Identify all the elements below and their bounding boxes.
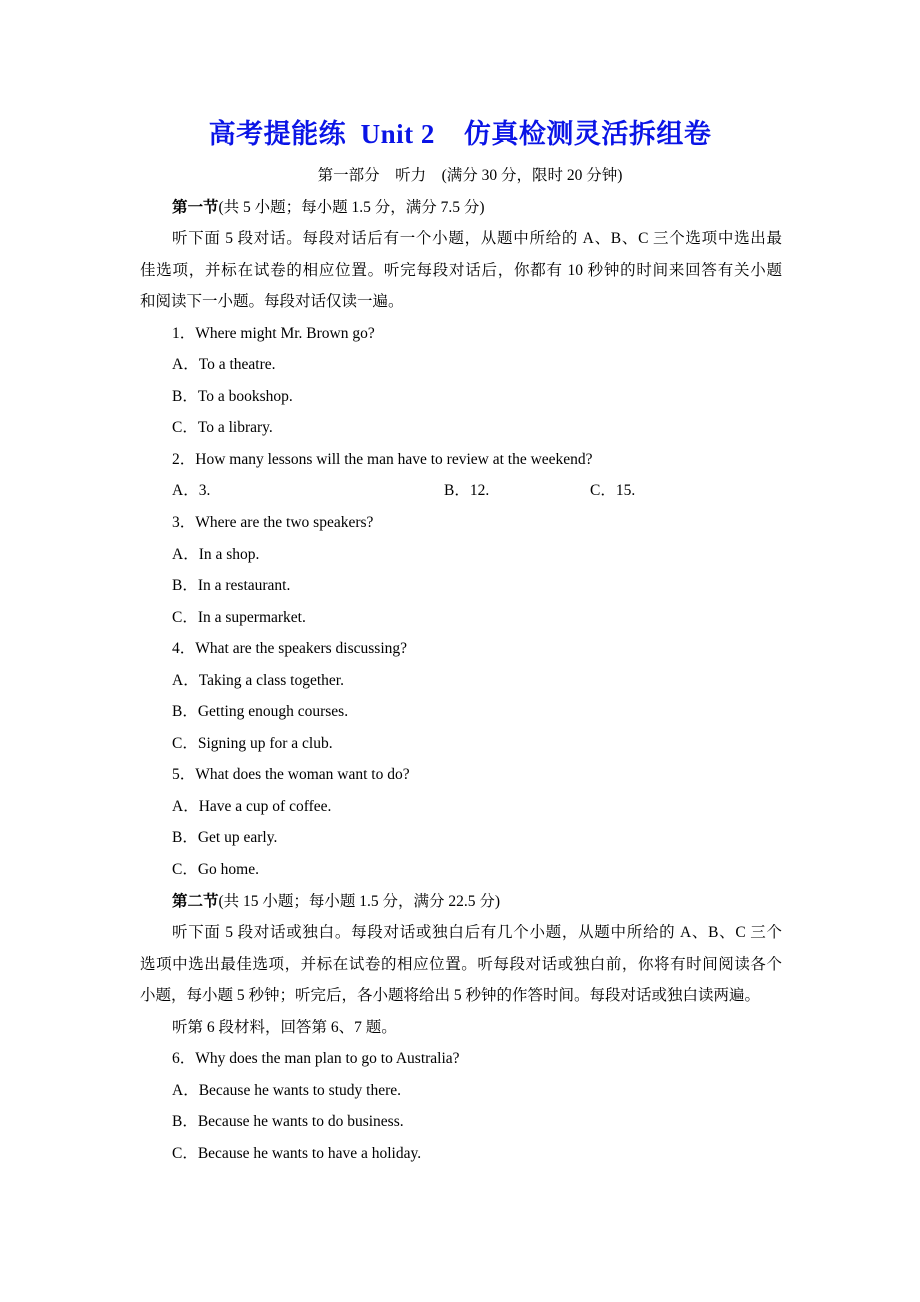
- document-title: 高考提能练 Unit 2 仿真检测灵活拆组卷: [208, 119, 712, 149]
- section1-instructions-line: 佳选项，并标在试卷的相应位置。听完每段对话后，你都有 10 秒钟的时间来回答有关小题: [140, 261, 782, 279]
- option-2b: B．12.: [444, 482, 490, 500]
- option-1a: A．To a theatre.: [172, 356, 276, 374]
- part-header: 第一部分 听力 (满分 30 分，限时 20 分钟): [317, 167, 623, 184]
- option-4a: A．Taking a class together.: [172, 671, 344, 689]
- option-6c: C．Because he wants to have a holiday.: [172, 1144, 422, 1162]
- option-5a: A．Have a cup of coffee.: [172, 797, 332, 815]
- question-6: 6．Why does the man plan to go to Australia?: [172, 1050, 460, 1068]
- option-2c: C．15.: [590, 482, 636, 500]
- material-6-label: 听第 6 段材料，回答第 6、7 题。: [172, 1018, 397, 1036]
- option-5b: B．Get up early.: [172, 829, 278, 847]
- question-4: 4．What are the speakers discussing?: [172, 640, 408, 658]
- question-2: 2．How many lessons will the man have to review at the weekend?: [172, 450, 593, 468]
- section1-heading: [140, 192, 782, 224]
- option-5c: C．Go home.: [172, 861, 259, 879]
- option-3b: B．In a restaurant.: [172, 577, 291, 595]
- question-5: 5．What does the woman want to do?: [172, 766, 410, 784]
- section1-instructions-line: 和阅读下一小题。每段对话仅读一遍。: [140, 293, 404, 311]
- option-4c: C．Signing up for a club.: [172, 734, 333, 752]
- section2-heading-rest: (共 15 小题；每小题 1.5 分，满分 22.5 分): [218, 892, 501, 910]
- section2-heading: [140, 886, 782, 918]
- option-1c: C．To a library.: [172, 419, 273, 437]
- option-4b: B．Getting enough courses.: [172, 703, 349, 721]
- question-2-options: [140, 475, 782, 507]
- question-1: 1．Where might Mr. Brown go?: [172, 324, 375, 342]
- section2-instructions-line: 小题，每小题 5 秒钟；听完后，各小题将给出 5 秒钟的作答时间。每段对话或独白读两遍。: [140, 987, 761, 1005]
- option-2a: A．3.: [172, 482, 211, 500]
- option-6a: A．Because he wants to study there.: [172, 1081, 401, 1099]
- document-body: [140, 160, 782, 1170]
- option-3a: A．In a shop.: [172, 545, 260, 563]
- option-1b: B．To a bookshop.: [172, 387, 293, 405]
- question-3: 3．Where are the two speakers?: [172, 514, 374, 532]
- section2-instructions-line: 选项中选出最佳选项，并标在试卷的相应位置。听每段对话或独白前，你将有时间阅读各个: [140, 955, 782, 973]
- section1-heading-bold: 第一节: [172, 198, 219, 216]
- section2-instructions-line: 听下面 5 段对话或独白。每段对话或独白后有几个小题，从题中所给的 A、B、C 三个: [172, 924, 782, 942]
- section1-instructions-line: 听下面 5 段对话。每段对话后有一个小题，从题中所给的 A、B、C 三个选项中选出最: [172, 230, 782, 248]
- section1-heading-rest: (共 5 小题；每小题 1.5 分，满分 7.5 分): [218, 198, 485, 216]
- option-3c: C．In a supermarket.: [172, 608, 306, 626]
- section2-heading-bold: 第二节: [172, 892, 219, 910]
- option-6b: B．Because he wants to do business.: [172, 1113, 404, 1131]
